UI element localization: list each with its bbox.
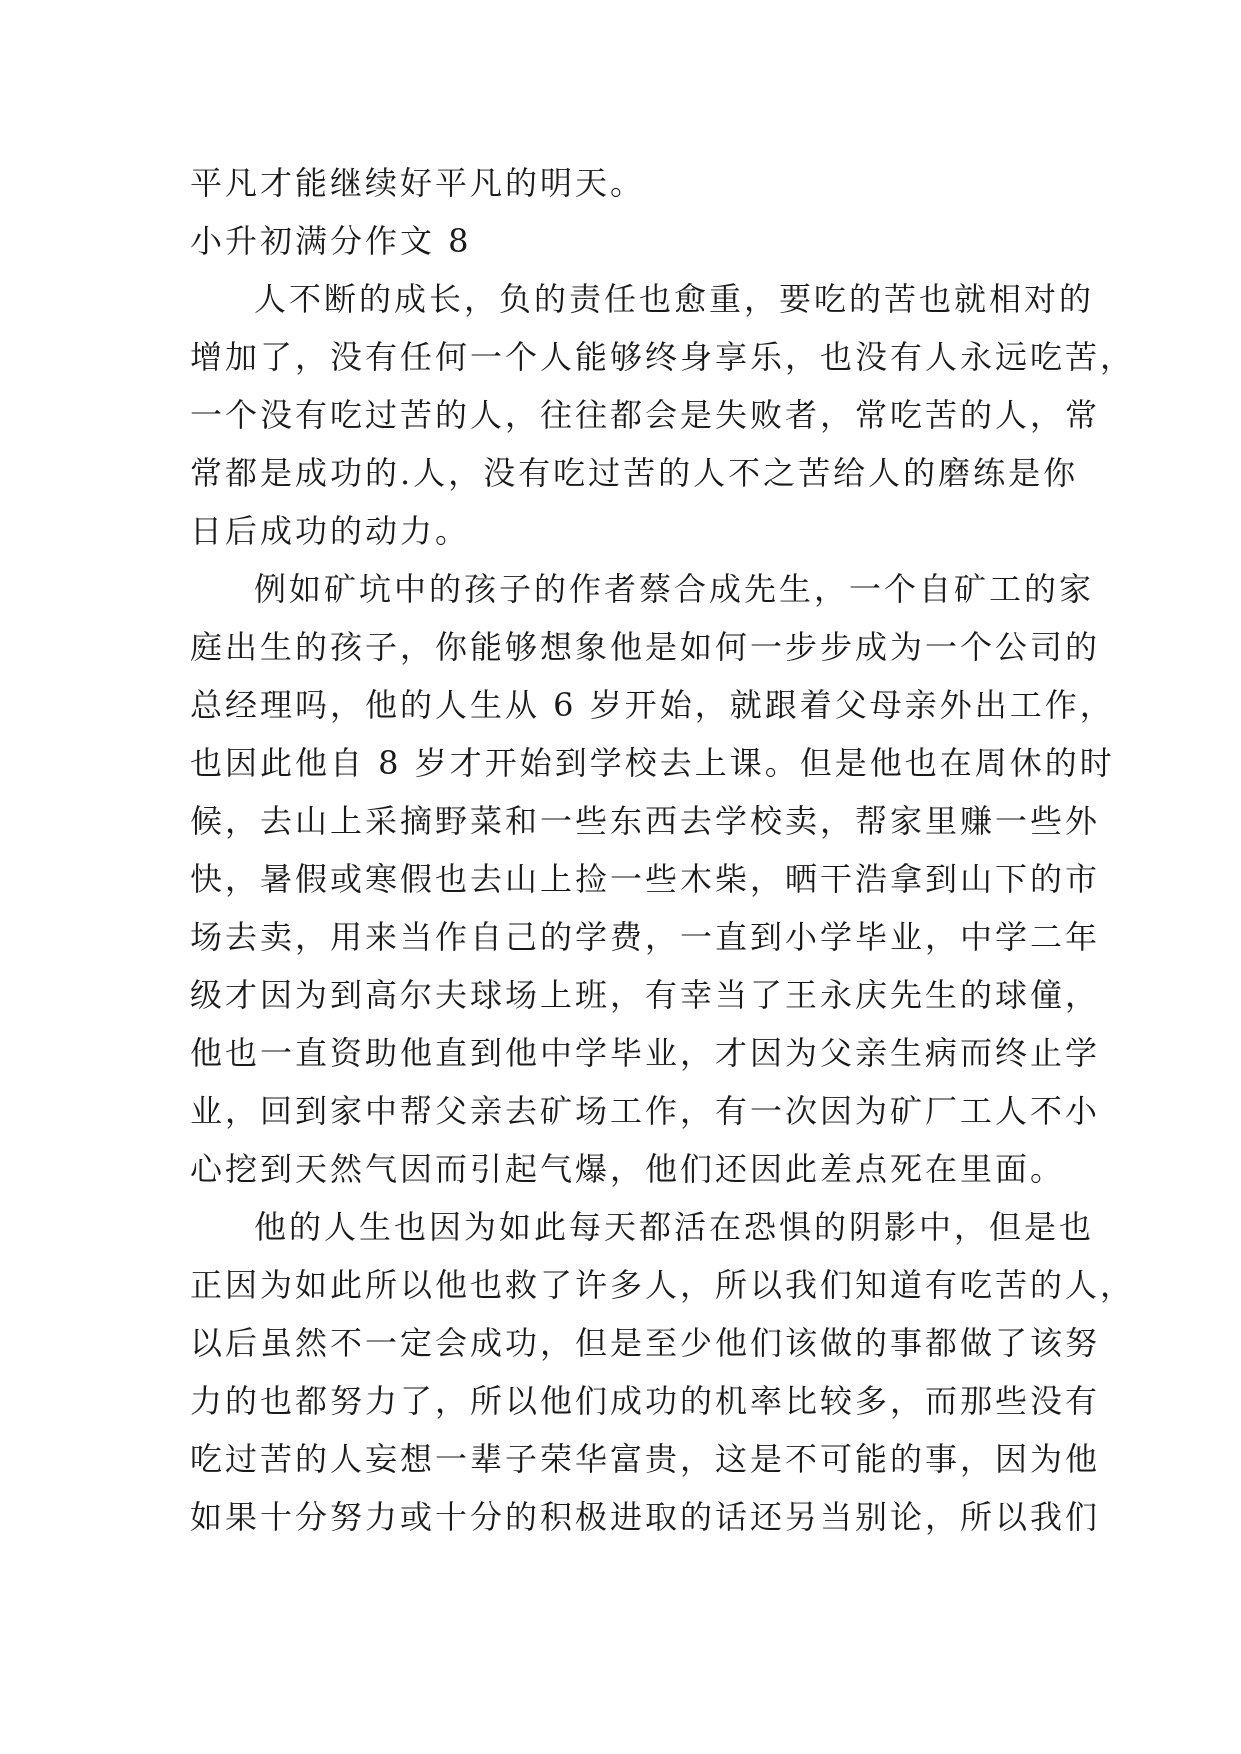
text-line: 例如矿坑中的孩子的作者蔡合成先生，一个自矿工的家 [254, 570, 1095, 608]
text-line: 正因为如此所以他也救了许多人，所以我们知道有吃苦的人， [190, 1266, 1136, 1304]
text-line: 总经理吗，他的人生从 6 岁开始，就跟着父母亲外出工作， [190, 686, 1115, 724]
text-line: 业，回到家中帮父亲去矿场工作，有一次因为矿厂工人不小 [190, 1092, 1101, 1130]
text-line: 场去卖，用来当作自己的学费，一直到小学毕业，中学二年 [190, 918, 1101, 956]
text-line: 人不断的成长，负的责任也愈重，要吃的苦也就相对的 [254, 280, 1095, 318]
text-line: 级才因为到高尔夫球场上班，有幸当了王永庆先生的球僮， [190, 976, 1101, 1014]
text-line: 日后成功的动力。 [190, 512, 471, 550]
text-line: 一个没有吃过苦的人，往往都会是失败者，常吃苦的人，常 [190, 396, 1101, 434]
text-line: 常都是成功的.人，没有吃过苦的人不之苦给人的磨练是你 [190, 454, 1079, 492]
text-line: 他的人生也因为如此每天都活在恐惧的阴影中，但是也 [254, 1208, 1095, 1246]
text-line: 快，暑假或寒假也去山上捡一些木柴，晒干浩拿到山下的市 [190, 860, 1101, 898]
text-line: 吃过苦的人妄想一辈子荣华富贵，这是不可能的事，因为他 [190, 1440, 1101, 1478]
text-line: 心挖到天然气因而引起气爆，他们还因此差点死在里面。 [190, 1150, 1066, 1188]
text-line: 庭出生的孩子，你能够想象他是如何一步步成为一个公司的 [190, 628, 1101, 666]
essay-title: 小升初满分作文 8 [190, 222, 472, 260]
text-line: 如果十分努力或十分的积极进取的话还另当别论，所以我们 [190, 1498, 1101, 1536]
text-line: 增加了，没有任何一个人能够终身享乐，也没有人永远吃苦， [190, 338, 1136, 376]
text-line: 他也一直资助他直到他中学毕业，才因为父亲生病而终止学 [190, 1034, 1101, 1072]
text-line: 以后虽然不一定会成功，但是至少他们该做的事都做了该努 [190, 1324, 1101, 1362]
essay-text-body [190, 154, 1136, 1546]
text-line: 平凡才能继续好平凡的明天。 [190, 164, 646, 202]
text-line: 力的也都努力了，所以他们成功的机率比较多，而那些没有 [190, 1382, 1101, 1420]
text-line: 也因此他自 8 岁才开始到学校去上课。但是他也在周休的时 [190, 744, 1115, 782]
text-line: 候，去山上采摘野菜和一些东西去学校卖，帮家里赚一些外 [190, 802, 1101, 840]
